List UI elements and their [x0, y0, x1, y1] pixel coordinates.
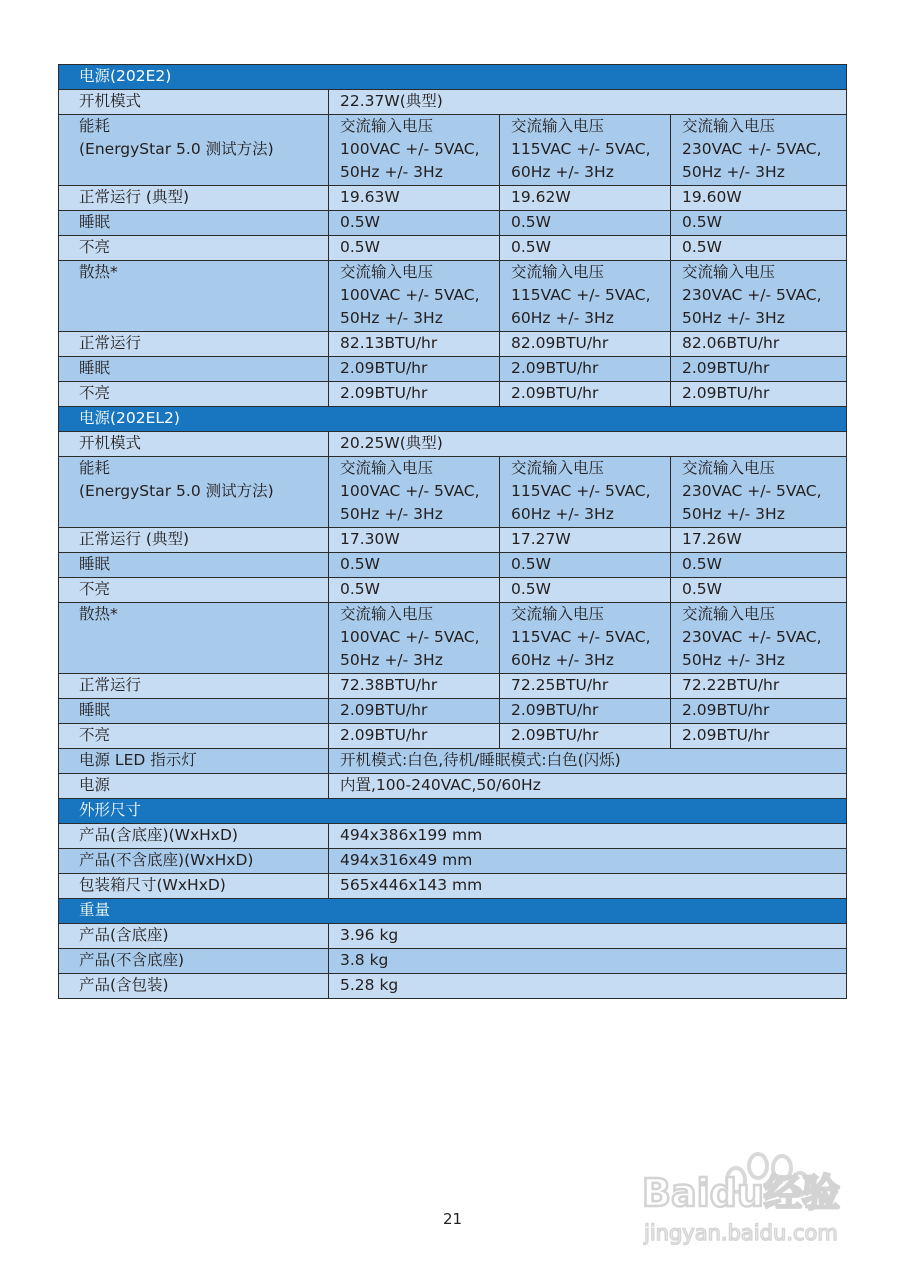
table-row [59, 849, 847, 874]
table-row [59, 261, 847, 332]
cell-line: 交流输入电压 [340, 263, 434, 281]
section-header-row [59, 899, 847, 924]
table-row [59, 774, 847, 799]
table-row [59, 211, 847, 236]
row-value-cell: 72.25BTU/hr [500, 674, 671, 699]
row-label: 睡眠 [59, 699, 329, 724]
table-row [59, 236, 847, 261]
table-row [59, 528, 847, 553]
row-value-cell: 72.38BTU/hr [329, 674, 500, 699]
row-value-cell: 2.09BTU/hr [671, 382, 847, 407]
cell-line: 230VAC +/- 5VAC, [682, 286, 822, 304]
row-value: 494x316x49 mm [329, 849, 847, 874]
cell-line: 100VAC +/- 5VAC, [340, 286, 480, 304]
cell-line: 交流输入电压 [340, 459, 434, 477]
table-row [59, 874, 847, 899]
row-value-cell: 17.30W [329, 528, 500, 553]
row-value-cell: 72.22BTU/hr [671, 674, 847, 699]
row-value-cell: 2.09BTU/hr [329, 357, 500, 382]
section-header-row [59, 407, 847, 432]
section-title: 电源(202E2) [59, 65, 847, 90]
cell-line: 60Hz +/- 3Hz [511, 163, 614, 181]
table-row [59, 432, 847, 457]
row-label: 正常运行 [59, 674, 329, 699]
cell-line: 50Hz +/- 3Hz [340, 309, 443, 327]
row-value-cell: 0.5W [329, 553, 500, 578]
cell-line: 50Hz +/- 3Hz [340, 651, 443, 669]
cell-line: (EnergyStar 5.0 测试方法) [79, 140, 274, 158]
section-title: 重量 [59, 899, 847, 924]
cell-line: 60Hz +/- 3Hz [511, 651, 614, 669]
row-value-cell [671, 603, 847, 674]
row-value-cell: 17.26W [671, 528, 847, 553]
row-value-cell: 82.13BTU/hr [329, 332, 500, 357]
row-label: 产品(含底座)(WxHxD) [59, 824, 329, 849]
table-row [59, 553, 847, 578]
table-row [59, 949, 847, 974]
cell-line: 50Hz +/- 3Hz [340, 505, 443, 523]
row-value: 5.28 kg [329, 974, 847, 999]
row-value-cell [329, 115, 500, 186]
row-label: 开机模式 [59, 432, 329, 457]
row-value-cell [500, 115, 671, 186]
cell-line: 50Hz +/- 3Hz [682, 309, 785, 327]
row-value-cell: 19.62W [500, 186, 671, 211]
row-value-cell: 0.5W [671, 553, 847, 578]
row-label: 散热* [59, 603, 329, 674]
cell-line: 交流输入电压 [682, 117, 776, 135]
row-label: 开机模式 [59, 90, 329, 115]
row-value: 开机模式:白色,待机/睡眠模式:白色(闪烁) [329, 749, 847, 774]
row-value-cell: 0.5W [329, 211, 500, 236]
table-row [59, 924, 847, 949]
cell-line: 交流输入电压 [682, 263, 776, 281]
row-label: 产品(不含底座) [59, 949, 329, 974]
table-row [59, 578, 847, 603]
row-label: 睡眠 [59, 357, 329, 382]
row-label: 正常运行 [59, 332, 329, 357]
row-value: 内置,100-240VAC,50/60Hz [329, 774, 847, 799]
table-row [59, 749, 847, 774]
row-value-cell: 19.60W [671, 186, 847, 211]
table-row [59, 603, 847, 674]
spec-table [58, 64, 847, 999]
section-title: 外形尺寸 [59, 799, 847, 824]
row-value-cell: 2.09BTU/hr [671, 357, 847, 382]
row-label: 包装箱尺寸(WxHxD) [59, 874, 329, 899]
row-value-cell [671, 115, 847, 186]
cell-line: 能耗 [79, 117, 111, 135]
cell-line: 交流输入电压 [340, 117, 434, 135]
table-row [59, 724, 847, 749]
row-label: 散热* [59, 261, 329, 332]
cell-line: 100VAC +/- 5VAC, [340, 140, 480, 158]
row-label: 电源 [59, 774, 329, 799]
cell-line: 230VAC +/- 5VAC, [682, 140, 822, 158]
watermark-brand: Baidu经验 [642, 1171, 840, 1215]
row-label: 睡眠 [59, 211, 329, 236]
row-value-cell [329, 261, 500, 332]
table-row [59, 457, 847, 528]
cell-line: 115VAC +/- 5VAC, [511, 140, 651, 158]
row-value-cell [500, 457, 671, 528]
row-label: 不亮 [59, 578, 329, 603]
row-value-cell [500, 261, 671, 332]
row-value-cell: 0.5W [671, 578, 847, 603]
row-value-cell [329, 603, 500, 674]
row-value-cell: 2.09BTU/hr [500, 382, 671, 407]
baidu-watermark [640, 1140, 855, 1250]
section-header-row [59, 65, 847, 90]
row-value-cell: 2.09BTU/hr [500, 724, 671, 749]
table-row [59, 186, 847, 211]
spec-table-body [59, 65, 847, 999]
row-value-cell: 0.5W [329, 236, 500, 261]
table-row [59, 382, 847, 407]
cell-line: 50Hz +/- 3Hz [340, 163, 443, 181]
row-value-cell: 2.09BTU/hr [671, 724, 847, 749]
watermark-url: jingyan.baidu.com [644, 1221, 838, 1245]
row-value-cell [671, 261, 847, 332]
row-value: 565x446x143 mm [329, 874, 847, 899]
row-value-cell: 0.5W [671, 236, 847, 261]
row-value-cell: 2.09BTU/hr [500, 699, 671, 724]
row-value-cell: 82.06BTU/hr [671, 332, 847, 357]
table-row [59, 674, 847, 699]
cell-line: (EnergyStar 5.0 测试方法) [79, 482, 274, 500]
row-value: 22.37W(典型) [329, 90, 847, 115]
row-label: 电源 LED 指示灯 [59, 749, 329, 774]
row-value-cell: 0.5W [500, 578, 671, 603]
row-value-cell: 0.5W [500, 553, 671, 578]
cell-line: 50Hz +/- 3Hz [682, 651, 785, 669]
cell-line: 115VAC +/- 5VAC, [511, 482, 651, 500]
cell-line: 交流输入电压 [511, 459, 605, 477]
cell-line: 115VAC +/- 5VAC, [511, 628, 651, 646]
row-label [59, 457, 329, 528]
row-label: 正常运行 (典型) [59, 528, 329, 553]
row-label: 正常运行 (典型) [59, 186, 329, 211]
row-value-cell: 2.09BTU/hr [500, 357, 671, 382]
table-row [59, 90, 847, 115]
section-header-row [59, 799, 847, 824]
row-label: 产品(含底座) [59, 924, 329, 949]
cell-line: 50Hz +/- 3Hz [682, 505, 785, 523]
row-value-cell: 17.27W [500, 528, 671, 553]
row-value-cell: 2.09BTU/hr [329, 382, 500, 407]
cell-line: 交流输入电压 [682, 605, 776, 623]
page-number: 21 [442, 1210, 463, 1228]
row-value-cell: 0.5W [671, 211, 847, 236]
cell-line: 100VAC +/- 5VAC, [340, 628, 480, 646]
table-row [59, 824, 847, 849]
row-value-cell: 2.09BTU/hr [329, 699, 500, 724]
cell-line: 230VAC +/- 5VAC, [682, 628, 822, 646]
section-title: 电源(202EL2) [59, 407, 847, 432]
row-label: 不亮 [59, 236, 329, 261]
row-value: 494x386x199 mm [329, 824, 847, 849]
table-row [59, 332, 847, 357]
cell-line: 100VAC +/- 5VAC, [340, 482, 480, 500]
table-row [59, 699, 847, 724]
cell-line: 60Hz +/- 3Hz [511, 505, 614, 523]
row-value-cell: 0.5W [500, 211, 671, 236]
row-value-cell: 0.5W [500, 236, 671, 261]
cell-line: 交流输入电压 [511, 117, 605, 135]
row-value-cell: 0.5W [329, 578, 500, 603]
cell-line: 60Hz +/- 3Hz [511, 309, 614, 327]
cell-line: 50Hz +/- 3Hz [682, 163, 785, 181]
cell-line: 能耗 [79, 459, 111, 477]
row-label: 产品(不含底座)(WxHxD) [59, 849, 329, 874]
row-label: 不亮 [59, 724, 329, 749]
cell-line: 交流输入电压 [511, 605, 605, 623]
table-row [59, 357, 847, 382]
row-label [59, 115, 329, 186]
row-value-cell: 82.09BTU/hr [500, 332, 671, 357]
row-label: 不亮 [59, 382, 329, 407]
row-value-cell: 2.09BTU/hr [329, 724, 500, 749]
row-value: 20.25W(典型) [329, 432, 847, 457]
table-row [59, 115, 847, 186]
cell-line: 230VAC +/- 5VAC, [682, 482, 822, 500]
cell-line: 115VAC +/- 5VAC, [511, 286, 651, 304]
row-label: 产品(含包装) [59, 974, 329, 999]
row-value-cell: 2.09BTU/hr [671, 699, 847, 724]
row-label: 睡眠 [59, 553, 329, 578]
table-row [59, 974, 847, 999]
row-value-cell [671, 457, 847, 528]
row-value-cell: 19.63W [329, 186, 500, 211]
row-value-cell [329, 457, 500, 528]
cell-line: 交流输入电压 [682, 459, 776, 477]
row-value: 3.96 kg [329, 924, 847, 949]
cell-line: 交流输入电压 [340, 605, 434, 623]
row-value: 3.8 kg [329, 949, 847, 974]
row-value-cell [500, 603, 671, 674]
cell-line: 交流输入电压 [511, 263, 605, 281]
